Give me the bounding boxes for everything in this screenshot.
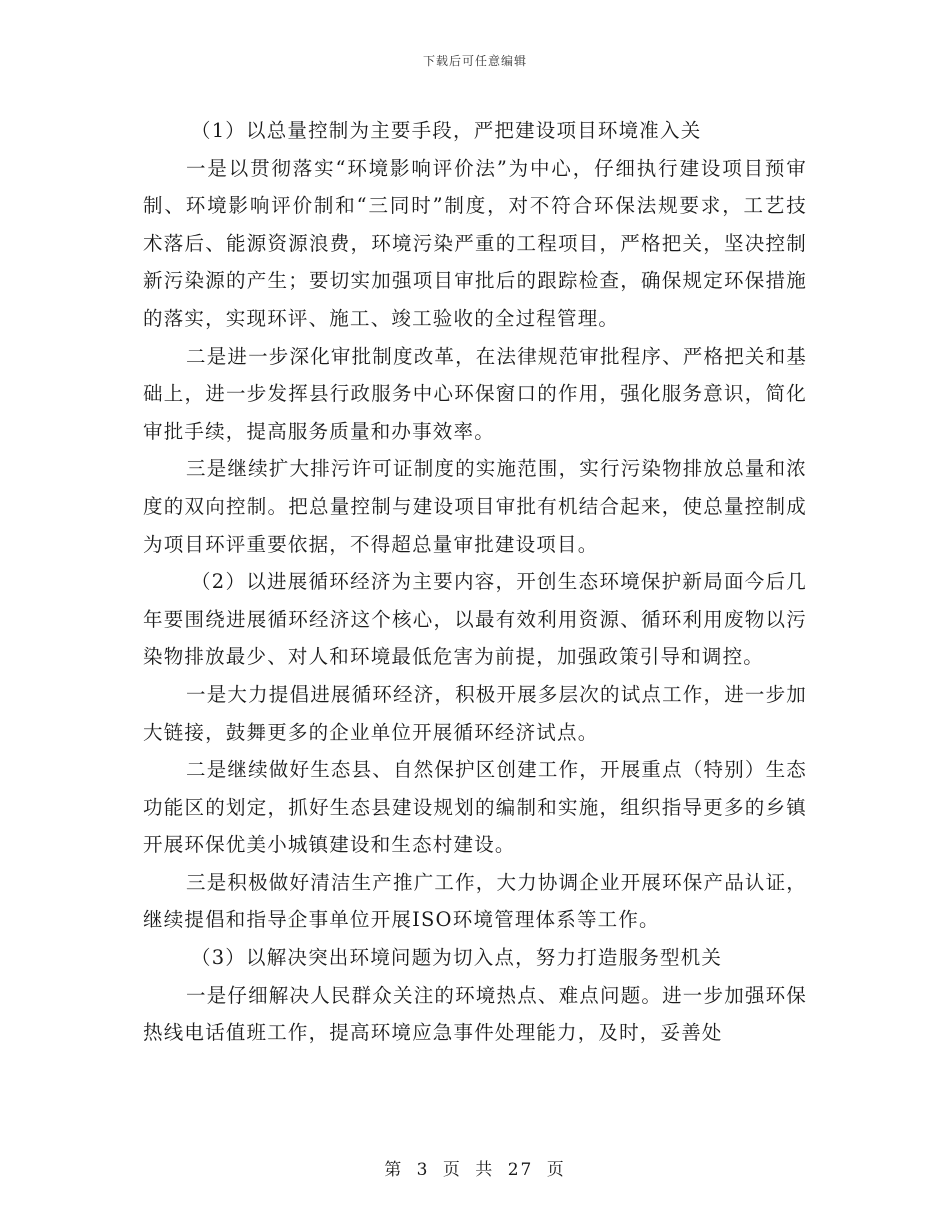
section-heading-1: （1）以总量控制为主要手段，严把建设项目环境准入关 bbox=[191, 119, 702, 142]
document-body bbox=[143, 112, 807, 1052]
paragraph: 二是继续做好生态县、自然保护区创建工作，开展重点（特别）生态功能区的划定，抓好生态县建设规划的编制和实施，组织指导更多的乡镇开展环保优美小城镇建设和生态村建设。 bbox=[143, 758, 808, 857]
paragraph: 三是继续扩大排污许可证制度的实施范围，实行污染物排放总量和浓度的双向控制。把总量控制与建设项目审批有机结合起来，使总量控制成为项目环评重要依据，不得超总量审批建设项目。 bbox=[143, 457, 808, 556]
section-heading-3: （3）以解决突出环境问题为切入点，努力打造服务型机关 bbox=[191, 946, 723, 970]
paragraph: 二是进一步深化审批制度改革，在法律规范审批程序、严格把关和基础上，进一步发挥县行政服务中心环保窗口的作用，强化服务意识，简化审批手续，提高服务质量和办事效率。 bbox=[143, 344, 808, 443]
paragraph: 一是大力提倡进展循环经济，积极开展多层次的试点工作，进一步加大链接，鼓舞更多的企业单位开展循环经济试点。 bbox=[143, 682, 808, 744]
paragraph: 一是仔细解决人民群众关注的环境热点、难点问题。进一步加强环保热线电话值班工作，提高环境应急事件处理能力，及时，妥善处 bbox=[143, 983, 808, 1045]
paragraph: 三是积极做好清洁生产推广工作，大力协调企业开展环保产品认证，继续提倡和指导企事单位开展ISO环境管理体系等工作。 bbox=[143, 870, 808, 932]
section-heading-2: （2）以进展循环经济为主要内容，开创生态环境保护新局面今后几年要围绕进展循环经济这个核心，以最有效利用资源、循环利用废物以污染物排放最少、对人和环境最低危害为前提，加强政策引导和调控。 bbox=[143, 570, 807, 669]
page-number: 第 3 页 共 27 页 bbox=[384, 1160, 566, 1180]
paragraph: 一是以贯彻落实“环境影响评价法”为中心，仔细执行建设项目预审制、环境影响评价制和“三同时”制度，对不符合环保法规要求，工艺技术落后、能源资源浪费，环境污染严重的工程项目，严格把关，坚决控制新污染源的产生；要切实加强项目审批后的跟踪检查，确保规定环保措施的落实，实现环评、施工、竣工验收的全过程管理。 bbox=[143, 156, 807, 330]
page-header: 下载后可任意编辑 bbox=[422, 54, 527, 68]
